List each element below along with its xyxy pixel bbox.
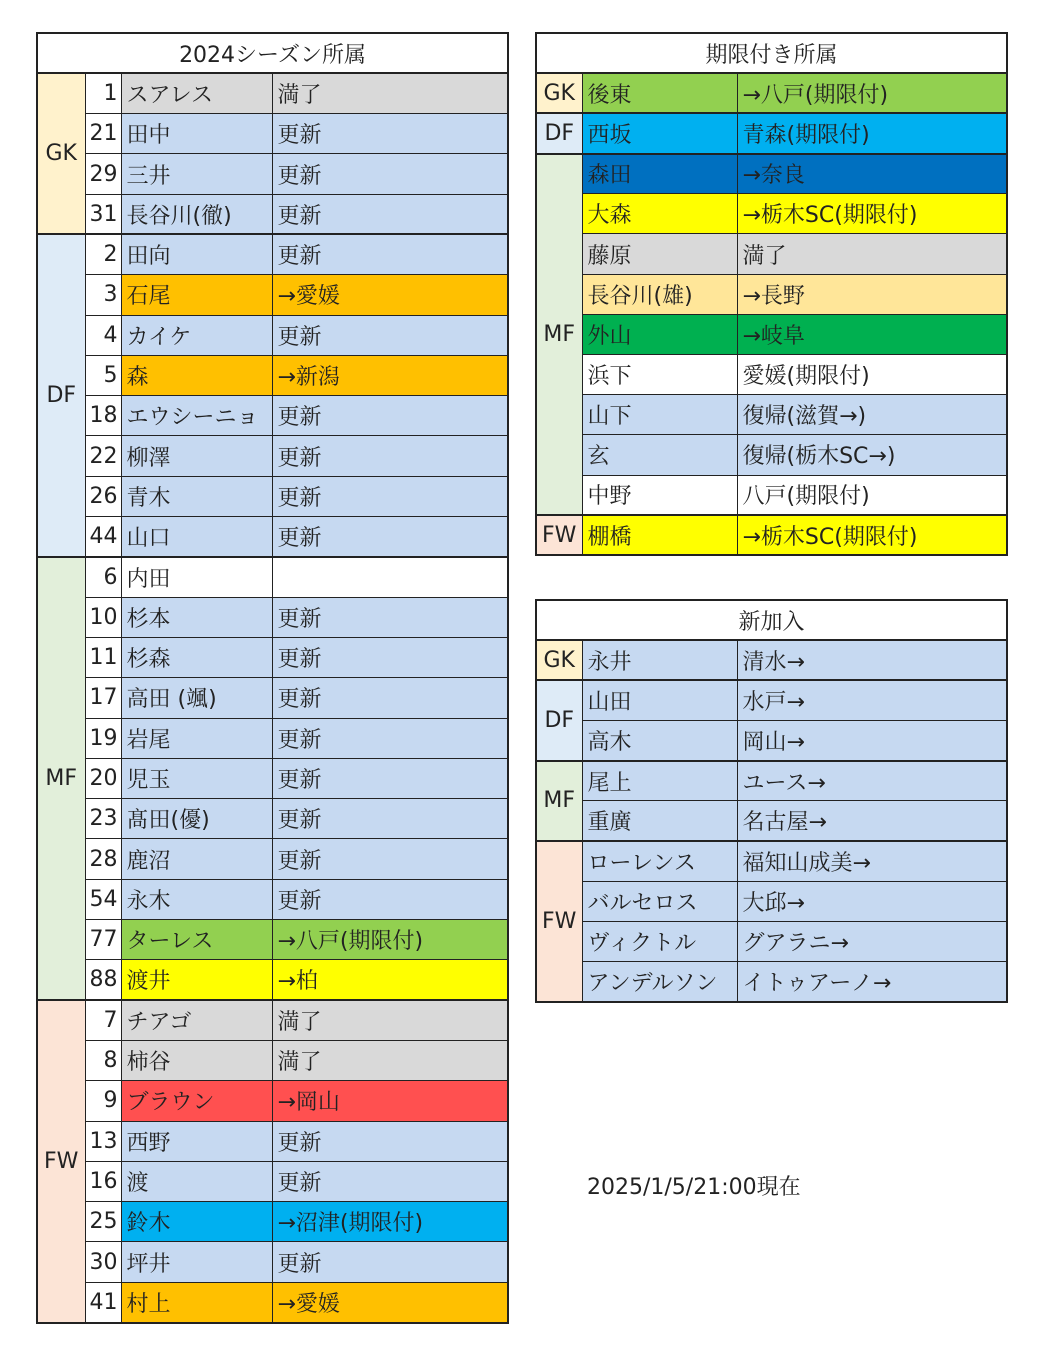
player-name: 坪井 [121,1242,272,1282]
player-row [37,396,508,436]
contract-status: 更新 [272,839,508,879]
player-row [37,557,508,597]
jersey-number: 10 [85,597,121,637]
jersey-number: 17 [85,678,121,718]
jersey-number: 11 [85,637,121,677]
player-name: 長谷川(徹) [121,194,272,234]
jersey-number: 18 [85,396,121,436]
contract-status: 満了 [272,1040,508,1080]
jersey-number: 31 [85,194,121,234]
player-name: 杉森 [121,637,272,677]
contract-status: 満了 [272,73,508,113]
player-name: 山田 [582,680,737,720]
player-name: スアレス [121,73,272,113]
contract-status: 更新 [272,114,508,154]
player-row [37,355,508,395]
player-row [37,637,508,677]
contract-status: →栃木SC(期限付) [737,194,1007,234]
player-row [37,960,508,1000]
jersey-number: 26 [85,476,121,516]
player-row [37,1282,508,1322]
player-row [536,194,1007,234]
jersey-number: 9 [85,1081,121,1121]
contract-status: 更新 [272,436,508,476]
contract-status: 更新 [272,1161,508,1201]
contract-status: 更新 [272,879,508,919]
table-header-row [536,600,1007,640]
contract-status: →沼津(期限付) [272,1202,508,1242]
contract-status: →愛媛 [272,275,508,315]
player-name: 大森 [582,194,737,234]
jersey-number: 13 [85,1121,121,1161]
player-name: 森田 [582,154,737,194]
jersey-number: 5 [85,355,121,395]
jersey-number: 2 [85,234,121,274]
jersey-number: 88 [85,960,121,1000]
player-name: 岩尾 [121,718,272,758]
contract-status: 更新 [272,1121,508,1161]
player-name: 浜下 [582,355,737,395]
player-name: ローレンス [582,841,737,881]
contract-status: ユース→ [737,761,1007,801]
jersey-number: 21 [85,114,121,154]
contract-status: 岡山→ [737,721,1007,761]
player-row [37,436,508,476]
player-name: 髙田(優) [121,799,272,839]
player-row [536,841,1007,881]
contract-status: →長野 [737,274,1007,314]
player-name: 長谷川(雄) [582,274,737,314]
player-row [536,515,1007,555]
player-row [536,73,1007,113]
player-name: 渡 [121,1161,272,1201]
contract-status: →岡山 [272,1081,508,1121]
contract-status: グアラニ→ [737,922,1007,962]
player-name: 鈴木 [121,1202,272,1242]
loan-players-table [535,32,1008,556]
contract-status: 更新 [272,678,508,718]
player-name: 後東 [582,73,737,113]
contract-status: 大邱→ [737,881,1007,921]
contract-status: →岐阜 [737,314,1007,354]
player-name: 渡井 [121,960,272,1000]
contract-status: 更新 [272,718,508,758]
player-name: 尾上 [582,761,737,801]
player-name: 重廣 [582,801,737,841]
player-name: 西坂 [582,113,737,153]
position-label: MF [536,761,582,841]
player-row [536,234,1007,274]
player-row [37,879,508,919]
position-label: MF [37,557,85,1000]
player-row [37,114,508,154]
player-name: 内田 [121,557,272,597]
player-name: 石尾 [121,275,272,315]
player-row [536,761,1007,801]
player-row [536,154,1007,194]
contract-status: 更新 [272,637,508,677]
player-row [37,839,508,879]
table-title: 期限付き所属 [536,33,1007,73]
contract-status: →柏 [272,960,508,1000]
player-row [37,597,508,637]
position-label: DF [536,680,582,760]
player-name: 田向 [121,234,272,274]
contract-status: 復帰(滋賀→) [737,395,1007,435]
position-label: FW [37,1000,85,1322]
player-row [536,395,1007,435]
player-row [37,718,508,758]
player-name: ブラウン [121,1081,272,1121]
contract-status: →八戸(期限付) [737,73,1007,113]
player-name: 玄 [582,435,737,475]
player-row [536,274,1007,314]
contract-status: →八戸(期限付) [272,920,508,960]
contract-status: 更新 [272,517,508,557]
table-title: 2024シーズン所属 [37,33,508,73]
player-name: 柳澤 [121,436,272,476]
player-name: 山下 [582,395,737,435]
player-name: 高田 (颯) [121,678,272,718]
contract-status: 更新 [272,1242,508,1282]
player-name: 森 [121,355,272,395]
jersey-number: 4 [85,315,121,355]
player-row [37,1161,508,1201]
contract-status: 更新 [272,476,508,516]
player-row [536,680,1007,720]
jersey-number: 6 [85,557,121,597]
contract-status: 満了 [272,1000,508,1040]
player-row [37,1202,508,1242]
player-name: ターレス [121,920,272,960]
contract-status: イトゥアーノ→ [737,962,1007,1002]
jersey-number: 22 [85,436,121,476]
player-row [37,799,508,839]
as-of-timestamp: 2025/1/5/21:00現在 [587,1175,801,1200]
contract-status: 更新 [272,396,508,436]
contract-status: 更新 [272,194,508,234]
contract-status: →栃木SC(期限付) [737,515,1007,555]
player-name: 柿谷 [121,1040,272,1080]
contract-status: 更新 [272,597,508,637]
player-name: カイケ [121,315,272,355]
player-name: 山口 [121,517,272,557]
player-row [37,678,508,718]
contract-status: 八戸(期限付) [737,475,1007,515]
player-row [536,435,1007,475]
jersey-number: 41 [85,1282,121,1322]
player-row [37,920,508,960]
player-row [536,113,1007,153]
player-name: 外山 [582,314,737,354]
jersey-number: 30 [85,1242,121,1282]
player-name: 杉本 [121,597,272,637]
player-name: 田中 [121,114,272,154]
player-row [37,315,508,355]
jersey-number: 23 [85,799,121,839]
jersey-number: 28 [85,839,121,879]
player-name: 西野 [121,1121,272,1161]
player-name: 村上 [121,1282,272,1322]
player-name: アンデルソン [582,962,737,1002]
player-name: ヴィクトル [582,922,737,962]
player-row [37,234,508,274]
player-row [536,475,1007,515]
player-name: 中野 [582,475,737,515]
contract-status: 更新 [272,234,508,274]
new-signings-table [535,599,1008,1003]
jersey-number: 7 [85,1000,121,1040]
jersey-number: 54 [85,879,121,919]
table-header-row [37,33,508,73]
jersey-number: 19 [85,718,121,758]
player-row [536,314,1007,354]
contract-status: 更新 [272,315,508,355]
player-name: 青木 [121,476,272,516]
contract-status: 更新 [272,758,508,798]
jersey-number: 16 [85,1161,121,1201]
player-name: 三井 [121,154,272,194]
position-label: DF [536,113,582,153]
player-name: 鹿沼 [121,839,272,879]
contract-status: →愛媛 [272,1282,508,1322]
player-row [536,962,1007,1002]
player-name: 永木 [121,879,272,919]
position-label: FW [536,841,582,1002]
jersey-number: 44 [85,517,121,557]
player-row [37,1040,508,1080]
player-row [536,721,1007,761]
player-row [37,194,508,234]
player-row [37,517,508,557]
player-row [37,476,508,516]
position-label: GK [37,73,85,234]
position-label: GK [536,73,582,113]
contract-status: 更新 [272,799,508,839]
jersey-number: 8 [85,1040,121,1080]
player-name: チアゴ [121,1000,272,1040]
jersey-number: 77 [85,920,121,960]
player-name: バルセロス [582,881,737,921]
jersey-number: 1 [85,73,121,113]
player-row [37,1000,508,1040]
player-name: 棚橋 [582,515,737,555]
player-row [37,758,508,798]
contract-status: 愛媛(期限付) [737,355,1007,395]
contract-status: 更新 [272,154,508,194]
player-name: 高木 [582,721,737,761]
position-label: DF [37,234,85,556]
player-row [536,922,1007,962]
contract-status: 名古屋→ [737,801,1007,841]
player-name: エウシーニョ [121,396,272,436]
player-row [37,1081,508,1121]
player-name: 藤原 [582,234,737,274]
jersey-number: 3 [85,275,121,315]
contract-status: 満了 [737,234,1007,274]
position-label: GK [536,640,582,680]
contract-status: 福知山成美→ [737,841,1007,881]
contract-status [272,557,508,597]
contract-status: 青森(期限付) [737,113,1007,153]
jersey-number: 29 [85,154,121,194]
player-row [536,640,1007,680]
contract-status: 水戸→ [737,680,1007,720]
table-header-row [536,33,1007,73]
contract-status: 清水→ [737,640,1007,680]
jersey-number: 25 [85,1202,121,1242]
player-name: 永井 [582,640,737,680]
player-row [37,1242,508,1282]
player-name: 児玉 [121,758,272,798]
player-row [536,355,1007,395]
player-row [37,1121,508,1161]
player-row [37,73,508,113]
contract-status: →新潟 [272,355,508,395]
contract-status: 復帰(栃木SC→) [737,435,1007,475]
contract-status: →奈良 [737,154,1007,194]
position-label: MF [536,154,582,516]
table-title: 新加入 [536,600,1007,640]
player-row [536,801,1007,841]
squad-2024-table [36,32,509,1324]
player-row [37,154,508,194]
player-row [37,275,508,315]
jersey-number: 20 [85,758,121,798]
player-row [536,881,1007,921]
position-label: FW [536,515,582,555]
